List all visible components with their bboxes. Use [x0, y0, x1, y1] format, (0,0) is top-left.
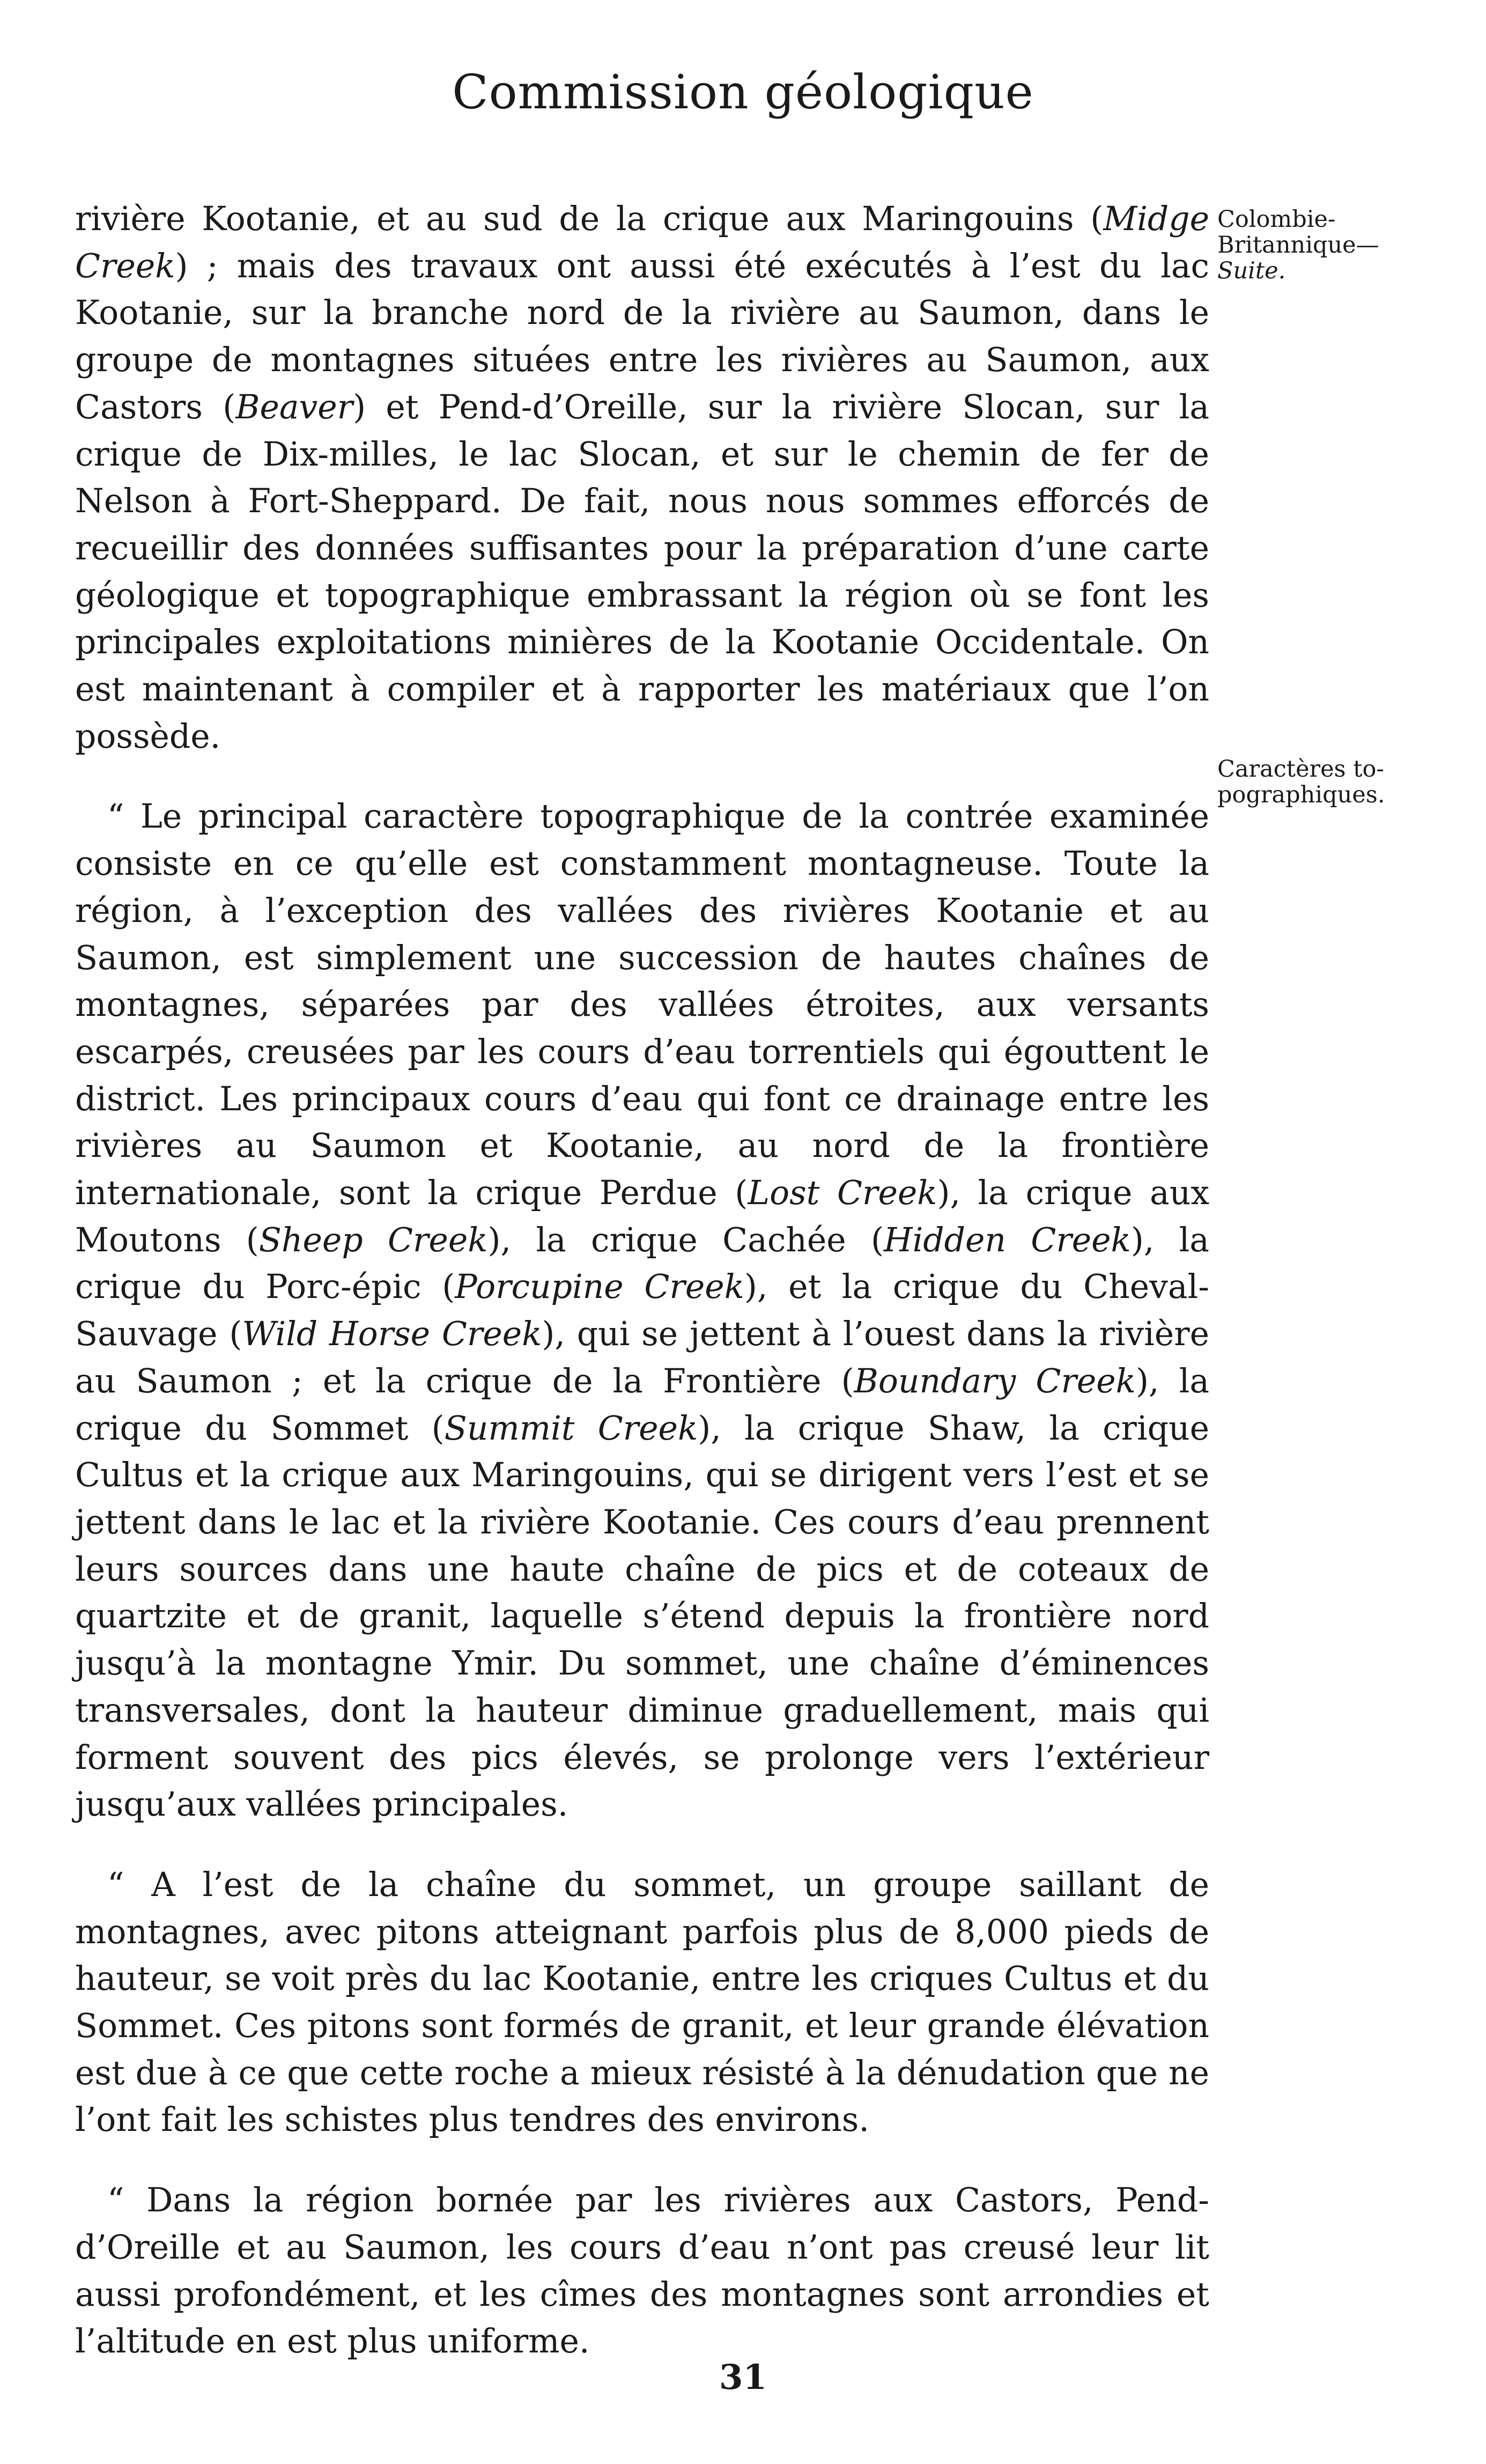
page-number: 31: [719, 2357, 767, 2397]
margin-note-line: Caractères to-: [1217, 756, 1384, 783]
text-run: ), la crique Cachée (: [487, 1220, 884, 1259]
paragraph-3: [75, 1862, 1209, 2144]
italic-run: Boundary Creek: [854, 1361, 1136, 1400]
text-run: rivière Kootanie, et au sud de la crique aux Maringouins (: [75, 200, 1104, 238]
text-run: ), la crique aux Moutons (: [75, 1174, 1210, 1259]
text-run: ) et Pend-d’Oreille, sur la rivière Slocan, sur la crique de Dix-milles, le lac Slocan, et sur le chemin de fer de Nelson à Fort-Sheppard. De fait, nous nous sommes efforcés de recueillir des données suffisantes pour la préparation d’une carte géologique et topographique embrassant la région où se font les principales exploitations minières de la Kootanie Occidentale. On est maintenant à compiler et à rapporter les matériaux que l’on possède.: [75, 387, 1209, 756]
margin-note-line: pographiques.: [1217, 781, 1385, 808]
italic-run: Sheep Creek: [258, 1220, 488, 1259]
paragraph-1: [75, 196, 1209, 760]
italic-run: Lost Creek: [748, 1174, 937, 1213]
margin-note-caracteres-topographiques: [1217, 756, 1432, 808]
italic-run: Porcupine Creek: [455, 1267, 744, 1307]
italic-run: Summit Creek: [444, 1408, 698, 1448]
text-run: “ A l’est de la chaîne du sommet, un groupe saillant de montagnes, avec pitons atteignant parfois plus de 8,000 pieds de hauteur, se voit près du lac Kootanie, entre les criques Cultus et du Sommet. Ces pitons sont formés de granit, et leur grande élévation est due à ce que cette roche a mieux résisté à la dénudation que ne l’ont fait les schistes plus tendres des environs.: [75, 1865, 1209, 2140]
text-run: ), qui se jettent à l’ouest dans la rivière au Saumon ; et la crique de la Frontière (: [75, 1315, 1210, 1400]
body-text: [75, 196, 1209, 2399]
margin-note-line: Suite.: [1217, 257, 1286, 284]
italic-run: Midge Creek: [75, 200, 1209, 285]
text-run: ) ; mais des travaux ont aussi été exécutés à l’est du lac Kootanie, sur la branche nord de la rivière au Saumon, dans le groupe de montagnes situées entre les rivières au Saumon, aux Castors (: [75, 246, 1209, 426]
text-run: “ Le principal caractère topographique de la contrée examinée consiste en ce qu’elle est constamment montagneuse. Toute la région, à l’exception des vallées des rivières Kootanie et au Saumon, est simplement une succession de hautes chaînes de montagnes, séparées par des vallées étroites, aux versants escarpés, creusées par les cours d’eau torrentiels qui égouttent le district. Les principaux cours d’eau qui font ce drainage entre les rivières au Saumon et Kootanie, au nord de la frontière internationale, sont la crique Perdue (: [75, 797, 1209, 1213]
text-run: ), et la crique du Cheval-Sauvage (: [75, 1267, 1209, 1354]
text-run: “ Dans la région bornée par les rivières aux Castors, Pend-d’Oreille et au Saumon, les cours d’eau n’ont pas creusé leur lit aussi profondément, et les cîmes des montagnes sont arrondies et l’altitude en est plus uniforme.: [75, 2181, 1209, 2361]
paragraph-2: [75, 793, 1209, 1828]
margin-note-colombie-britannique: [1217, 206, 1432, 284]
text-run: ), la crique du Sommet (: [75, 1361, 1209, 1448]
italic-run: Beaver: [235, 387, 353, 426]
italic-run: Wild Horse Creek: [242, 1315, 542, 1354]
italic-run: Hidden Creek: [883, 1220, 1131, 1259]
text-run: ), la crique Shaw, la crique Cultus et la crique aux Maringouins, qui se dirigent vers l’est et se jettent dans le lac et la rivière Kootanie. Ces cours d’eau prennent leurs sources dans une haute chaîne de pics et de coteaux de quartzite et de granit, laquelle s’étend depuis la frontière nord jusqu’à la montagne Ymir. Du sommet, une chaîne d’éminences transversales, dont la hauteur diminue graduellement, mais qui forment souvent des pics élevés, se prolonge vers l’extérieur jusqu’aux vallées principales.: [75, 1408, 1210, 1824]
margin-note-line: Britannique—: [1217, 232, 1379, 259]
margin-note-line: Colombie-: [1217, 206, 1336, 233]
page-title: Commission géologique: [452, 64, 1034, 120]
text-run: ), la crique du Porc-épic (: [75, 1220, 1209, 1307]
paragraph-4: [75, 2177, 1209, 2365]
